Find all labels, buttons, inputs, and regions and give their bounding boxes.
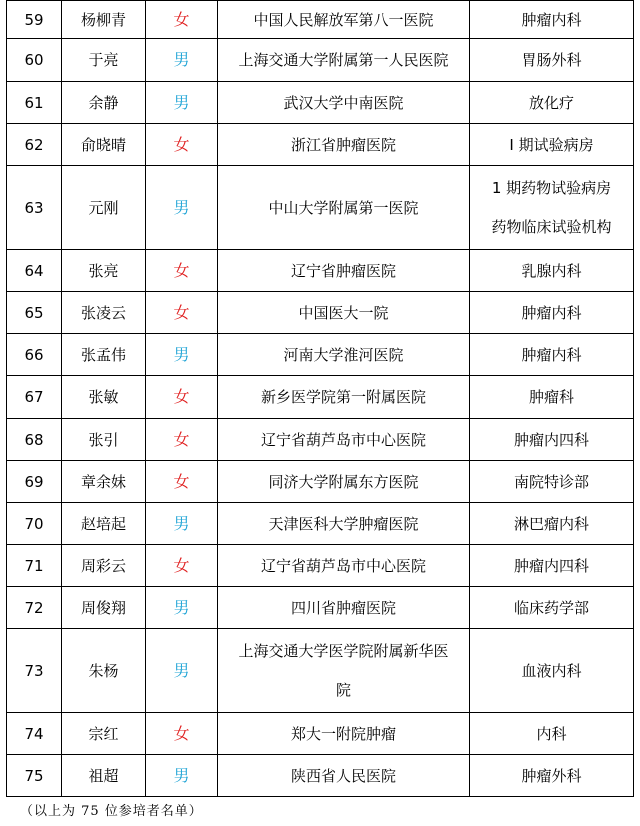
- department-name: [470, 755, 634, 797]
- hospital-name-line: 上海交通大学医学院附属新华医: [238, 642, 449, 660]
- hospital-name: [218, 755, 470, 797]
- participant-name: 余静: [62, 82, 146, 124]
- table-row: [7, 713, 634, 755]
- row-number: 71: [7, 545, 62, 587]
- department-name: [470, 376, 634, 419]
- department-name-line: 血液内科: [521, 661, 582, 680]
- department-name-line: 肿瘤外科: [521, 766, 582, 785]
- row-number: 62: [7, 124, 62, 166]
- row-number: 61: [7, 82, 62, 124]
- row-number: 59: [7, 1, 62, 39]
- table-row: [7, 124, 634, 166]
- participant-sex: 女: [146, 1, 218, 39]
- hospital-name: [218, 250, 470, 292]
- department-name: [470, 82, 634, 124]
- hospital-name-line: 新乡医学院第一附属医院: [260, 388, 426, 406]
- hospital-name: [218, 587, 470, 629]
- hospital-name-line: 中国人民解放军第八一医院: [253, 10, 434, 29]
- hospital-name-line: 浙江省肿瘤医院: [290, 135, 396, 154]
- department-name: [470, 1, 634, 39]
- table-row: [7, 755, 634, 797]
- row-number: 70: [7, 503, 62, 545]
- participant-name: 宗红: [62, 713, 146, 755]
- department-name-line: I 期试验病房: [509, 135, 594, 154]
- department-name: [470, 419, 634, 461]
- table-row: [7, 166, 634, 250]
- participant-table-body: [7, 1, 634, 797]
- table-row: [7, 419, 634, 461]
- participant-name: 周彩云: [62, 545, 146, 587]
- participant-name: 张亮: [62, 250, 146, 292]
- row-number: 73: [7, 629, 62, 713]
- table-row: [7, 292, 634, 334]
- row-number: 69: [7, 461, 62, 503]
- participant-name: 朱杨: [62, 629, 146, 713]
- participant-sex: 男: [146, 629, 218, 713]
- participant-sex: 男: [146, 587, 218, 629]
- department-name: [470, 545, 634, 587]
- hospital-name: [218, 82, 470, 124]
- participant-sex: 男: [146, 39, 218, 82]
- row-number: 64: [7, 250, 62, 292]
- participant-name: 祖超: [62, 755, 146, 797]
- row-number: 72: [7, 587, 62, 629]
- department-name-line: 内科: [536, 724, 567, 743]
- hospital-name: [218, 124, 470, 166]
- hospital-name-line: 院: [335, 681, 351, 699]
- row-number: 75: [7, 755, 62, 797]
- department-name: [470, 461, 634, 503]
- participant-name: 赵培起: [62, 503, 146, 545]
- hospital-name-line: 天津医科大学肿瘤医院: [268, 514, 419, 533]
- table-row: [7, 461, 634, 503]
- participant-table: [6, 0, 634, 797]
- participant-sex: 女: [146, 250, 218, 292]
- table-row: [7, 39, 634, 82]
- participant-sex: 男: [146, 82, 218, 124]
- participant-name: 杨柳青: [62, 1, 146, 39]
- table-row: [7, 629, 634, 713]
- participant-sex: 女: [146, 545, 218, 587]
- department-name-line: 肿瘤内四科: [513, 430, 589, 449]
- row-number: 67: [7, 376, 62, 419]
- participant-sex: 女: [146, 461, 218, 503]
- participant-sex: 男: [146, 503, 218, 545]
- department-name: [470, 503, 634, 545]
- department-name-line: 南院特诊部: [513, 472, 589, 491]
- row-number: 68: [7, 419, 62, 461]
- hospital-name: [218, 292, 470, 334]
- hospital-name: [218, 545, 470, 587]
- participant-name: 张引: [62, 419, 146, 461]
- hospital-name: [218, 419, 470, 461]
- hospital-name-line: 四川省肿瘤医院: [290, 598, 396, 617]
- row-number: 60: [7, 39, 62, 82]
- department-name: [470, 39, 634, 82]
- department-name: [470, 629, 634, 713]
- participant-sex: 男: [146, 334, 218, 376]
- hospital-name-line: 同济大学附属东方医院: [268, 472, 419, 491]
- participant-name: 章余妹: [62, 461, 146, 503]
- department-name-line: 肿瘤内科: [521, 10, 582, 29]
- hospital-name: [218, 376, 470, 419]
- hospital-name-line: 辽宁省肿瘤医院: [290, 261, 396, 280]
- hospital-name-line: 郑大一附院肿瘤: [290, 724, 396, 743]
- row-number: 74: [7, 713, 62, 755]
- participant-sex: 女: [146, 419, 218, 461]
- participant-name: 俞晓晴: [62, 124, 146, 166]
- department-name: [470, 166, 634, 250]
- hospital-name-line: 武汉大学中南医院: [283, 93, 404, 112]
- hospital-name-line: 上海交通大学附属第一人民医院: [238, 51, 449, 69]
- department-name-line: 淋巴瘤内科: [513, 514, 589, 533]
- department-name-line: 肿瘤内科: [521, 303, 582, 322]
- participant-name: 张孟伟: [62, 334, 146, 376]
- participant-name: 张敏: [62, 376, 146, 419]
- hospital-name-line: 辽宁省葫芦岛市中心医院: [260, 430, 426, 449]
- participant-name: 于亮: [62, 39, 146, 82]
- hospital-name: [218, 713, 470, 755]
- hospital-name: [218, 1, 470, 39]
- department-name-line: 肿瘤内科: [521, 345, 582, 364]
- hospital-name: [218, 629, 470, 713]
- department-name: [470, 713, 634, 755]
- participant-sex: 女: [146, 713, 218, 755]
- department-name: [470, 587, 634, 629]
- hospital-name-line: 中山大学附属第一医院: [268, 198, 419, 217]
- department-name: [470, 334, 634, 376]
- hospital-name: [218, 503, 470, 545]
- table-row: [7, 82, 634, 124]
- department-name: [470, 250, 634, 292]
- department-name-line: 临床药学部: [513, 598, 589, 617]
- participant-sex: 女: [146, 376, 218, 419]
- participant-name: 张凌云: [62, 292, 146, 334]
- participant-name: 周俊翔: [62, 587, 146, 629]
- table-row: [7, 1, 634, 39]
- hospital-name: [218, 461, 470, 503]
- row-number: 63: [7, 166, 62, 250]
- participant-sex: 女: [146, 292, 218, 334]
- hospital-name-line: 河南大学淮河医院: [283, 345, 404, 364]
- department-name-line: 胃肠外科: [521, 51, 582, 69]
- footnote: （以上为 75 位参培者名单）: [20, 804, 203, 819]
- table-row: [7, 545, 634, 587]
- table-row: [7, 334, 634, 376]
- department-name: [470, 292, 634, 334]
- department-name-line: 乳腺内科: [521, 261, 582, 280]
- department-name-line: 药物临床试验机构: [491, 218, 612, 236]
- department-name: [470, 124, 634, 166]
- row-number: 65: [7, 292, 62, 334]
- department-name-line: 1 期药物试验病房: [491, 179, 612, 197]
- hospital-name: [218, 334, 470, 376]
- department-name-line: 肿瘤科: [528, 388, 574, 406]
- hospital-name: [218, 166, 470, 250]
- table-row: [7, 250, 634, 292]
- row-number: 66: [7, 334, 62, 376]
- participant-name: 元刚: [62, 166, 146, 250]
- participant-sex: 男: [146, 755, 218, 797]
- hospital-name-line: 陕西省人民医院: [290, 766, 396, 785]
- hospital-name-line: 辽宁省葫芦岛市中心医院: [260, 556, 426, 575]
- table-row: [7, 587, 634, 629]
- department-name-line: 放化疗: [528, 93, 574, 112]
- hospital-name-line: 中国医大一院: [298, 303, 389, 322]
- participant-sex: 男: [146, 166, 218, 250]
- department-name-line: 肿瘤内四科: [513, 556, 589, 575]
- hospital-name: [218, 39, 470, 82]
- table-row: [7, 376, 634, 419]
- table-row: [7, 503, 634, 545]
- participant-sex: 女: [146, 124, 218, 166]
